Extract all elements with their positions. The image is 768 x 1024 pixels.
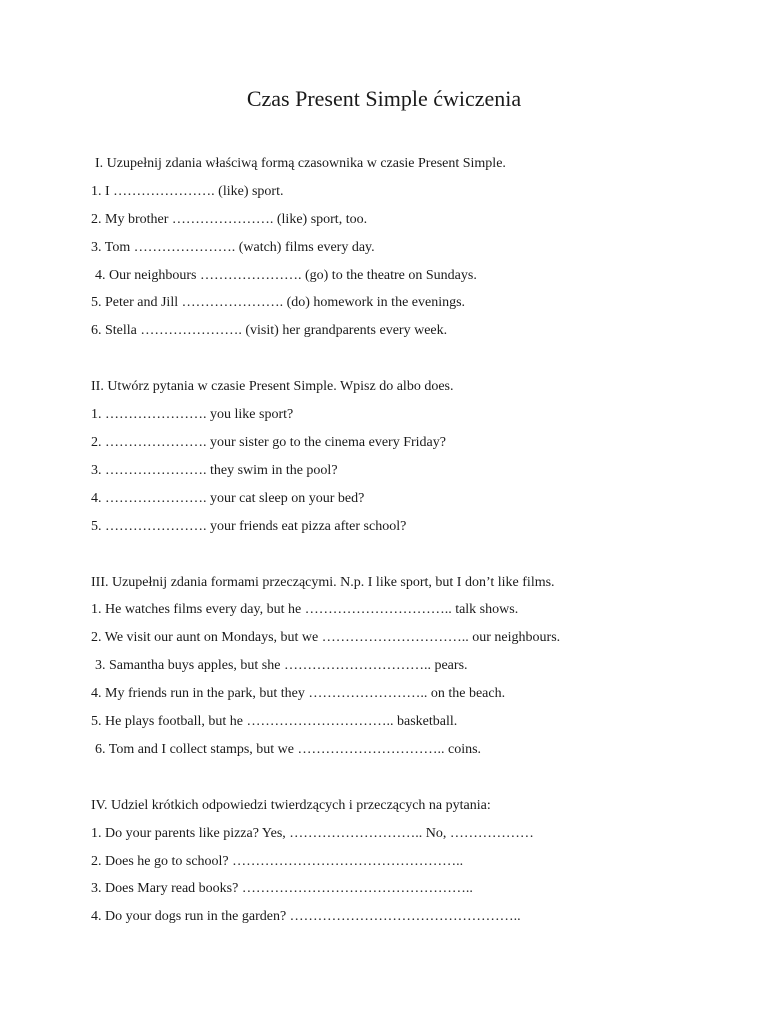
exercise-item: 4. Our neighbours …………………. (go) to the theatre on Sundays.: [95, 267, 477, 283]
exercise-item: 3. Does Mary read books? …………………………………………..: [91, 881, 473, 897]
exercise-section-1: [91, 150, 711, 345]
exercise-section-4: [91, 792, 711, 931]
exercise-item: 5. He plays football, but he ………………………….. basketball.: [91, 714, 458, 730]
exercise-item: 3. Tom …………………. (watch) films every day.: [91, 239, 375, 255]
exercise-heading: I. Uzupełnij zdania właściwą formą czasownika w czasie Present Simple.: [95, 156, 506, 171]
exercise-item: 5. …………………. your friends eat pizza after school?: [91, 518, 407, 534]
page-title: Czas Present Simple ćwiczenia: [246, 86, 522, 111]
exercise-item: 2. …………………. your sister go to the cinema every Friday?: [91, 435, 446, 451]
exercise-item: 2. My brother …………………. (like) sport, too.: [91, 211, 368, 227]
exercise-item: 4. …………………. your cat sleep on your bed?: [91, 490, 365, 506]
exercise-item: 1. …………………. you like sport?: [91, 407, 294, 423]
exercise-item: 6. Stella …………………. (visit) her grandparents every week.: [91, 323, 448, 339]
exercise-item: 4. My friends run in the park, but they …………………….. on the beach.: [91, 686, 506, 702]
exercise-item: 4. Do your dogs run in the garden? …………………………………………..: [91, 909, 521, 925]
exercise-section-3: [91, 569, 711, 764]
exercise-item: 2. We visit our aunt on Mondays, but we ………………………….. our neighbours.: [91, 630, 561, 646]
exercise-item: 3. Samantha buys apples, but she ………………………….. pears.: [95, 658, 468, 674]
exercise-heading: II. Utwórz pytania w czasie Present Simple. Wpisz do albo does.: [91, 379, 454, 395]
exercise-item: 1. Do your parents like pizza? Yes, ……………………….. No, ………………: [91, 825, 534, 841]
exercise-item: 1. I …………………. (like) sport.: [91, 183, 284, 199]
exercise-item: 1. He watches films every day, but he ………………………….. talk shows.: [91, 602, 519, 618]
exercise-section-2: [91, 373, 711, 540]
exercise-heading: IV. Udziel krótkich odpowiedzi twierdzących i przeczących na pytania:: [91, 797, 491, 813]
exercise-item: 2. Does he go to school? …………………………………………..: [91, 853, 464, 869]
exercise-item: 3. …………………. they swim in the pool?: [91, 462, 338, 478]
exercise-item: 6. Tom and I collect stamps, but we ………………………….. coins.: [95, 741, 482, 757]
exercise-item: 5. Peter and Jill …………………. (do) homework in the evenings.: [91, 295, 466, 311]
worksheet-body: [91, 150, 711, 959]
exercise-heading: III. Uzupełnij zdania formami przeczącymi. N.p. I like sport, but I don’t like films.: [91, 574, 555, 590]
